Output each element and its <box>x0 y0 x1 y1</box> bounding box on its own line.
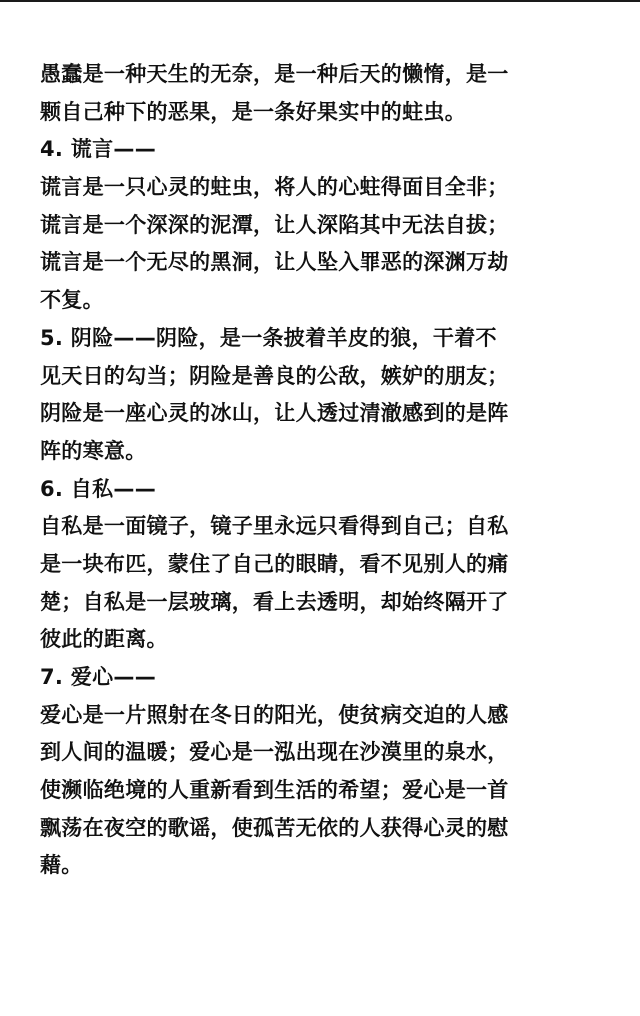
text-line: 爱心是一片照射在冬日的阳光，使贫病交迫的人感 <box>40 702 509 727</box>
text-body <box>40 56 606 885</box>
text-line: 到人间的温暖；爱心是一泓出现在沙漠里的泉水， <box>40 740 509 765</box>
text-line: 是一块布匹，蒙住了自己的眼睛，看不见别人的痛 <box>40 551 509 576</box>
text-line: 彼此的距离。 <box>40 627 168 652</box>
text-line: 使濒临绝境的人重新看到生活的希望；爱心是一首 <box>40 778 509 803</box>
section-heading-lies: 4. 谎言—— <box>40 137 157 162</box>
text-line: 见天日的勾当；阴险是善良的公敌，嫉妒的朋友； <box>40 363 509 388</box>
text-line: 颗自己种下的恶果，是一条好果实中的蛀虫。 <box>40 99 466 124</box>
top-divider <box>0 0 640 2</box>
text-line: 阴险是一座心灵的冰山，让人透过清澈感到的是阵 <box>40 401 509 426</box>
text-line: 飘荡在夜空的歌谣，使孤苦无依的人获得心灵的慰 <box>40 815 509 840</box>
text-line: 谎言是一个无尽的黑洞，让人坠入罪恶的深渊万劫 <box>40 250 509 275</box>
text-line: 楚；自私是一层玻璃，看上去透明，却始终隔开了 <box>40 589 509 614</box>
text-line: 愚蠢是一种天生的无奈，是一种后天的懒惰，是一 <box>40 62 509 86</box>
text-line: 谎言是一只心灵的蛀虫，将人的心蛀得面目全非； <box>40 175 509 200</box>
text-line: 不复。 <box>40 288 104 313</box>
text-line: 阵的寒意。 <box>40 438 147 463</box>
section-heading-sinister: 5. 阴险——阴险，是一条披着羊皮的狼，干着不 <box>40 325 497 350</box>
section-heading-love: 7. 爱心—— <box>40 665 157 689</box>
section-heading-selfish: 6. 自私—— <box>40 476 157 501</box>
text-line: 自私是一面镜子，镜子里永远只看得到自己；自私 <box>40 514 509 539</box>
text-line: 谎言是一个深深的泥潭，让人深陷其中无法自拔； <box>40 212 509 237</box>
text-line: 藉。 <box>40 853 83 878</box>
